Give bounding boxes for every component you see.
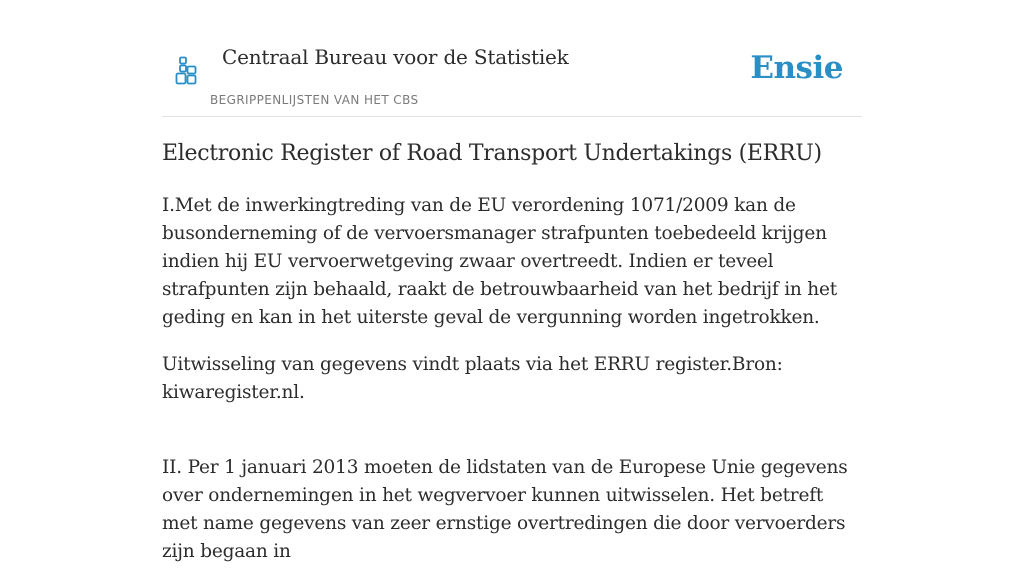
paragraph-3: II. Per 1 januari 2013 moeten de lidstaten van de Europese Unie gegevens over ondernemingen in het wegvervoer kunnen uitwisselen. Het betreft met name gegevens van zeer ernstige overtredingen die door vervoerders zijn begaan in bbox=[162, 457, 848, 562]
paragraph-gap bbox=[162, 426, 852, 454]
paragraph-2: Uitwisseling van gegevens vindt plaats via het ERRU register.Bron: kiwaregister.nl. bbox=[162, 354, 783, 403]
cbs-logo-icon[interactable] bbox=[175, 56, 197, 86]
paragraph-1: I.Met de inwerkingtreding van de EU verordening 1071/2009 kan de busonderneming of de vervoersmanager strafpunten toebedeeld krijgen indien hij EU vervoerwetgeving zwaar overtreedt. Indien er teveel strafpunten zijn behaald, raakt de betrouwbaarheid van het bedrijf in het geding en kan in het uiterste geval de vergunning worden ingetrokken. bbox=[162, 195, 838, 328]
term-title: Electronic Register of Road Transport Undertakings (ERRU) bbox=[162, 141, 822, 166]
site-header bbox=[162, 0, 862, 117]
org-name[interactable]: Centraal Bureau voor de Statistiek bbox=[222, 45, 569, 69]
site-subtitle[interactable]: BEGRIPPENLIJSTEN VAN HET CBS bbox=[210, 93, 419, 107]
article bbox=[162, 138, 852, 585]
brand-logo-text[interactable]: Ensie bbox=[750, 50, 843, 86]
